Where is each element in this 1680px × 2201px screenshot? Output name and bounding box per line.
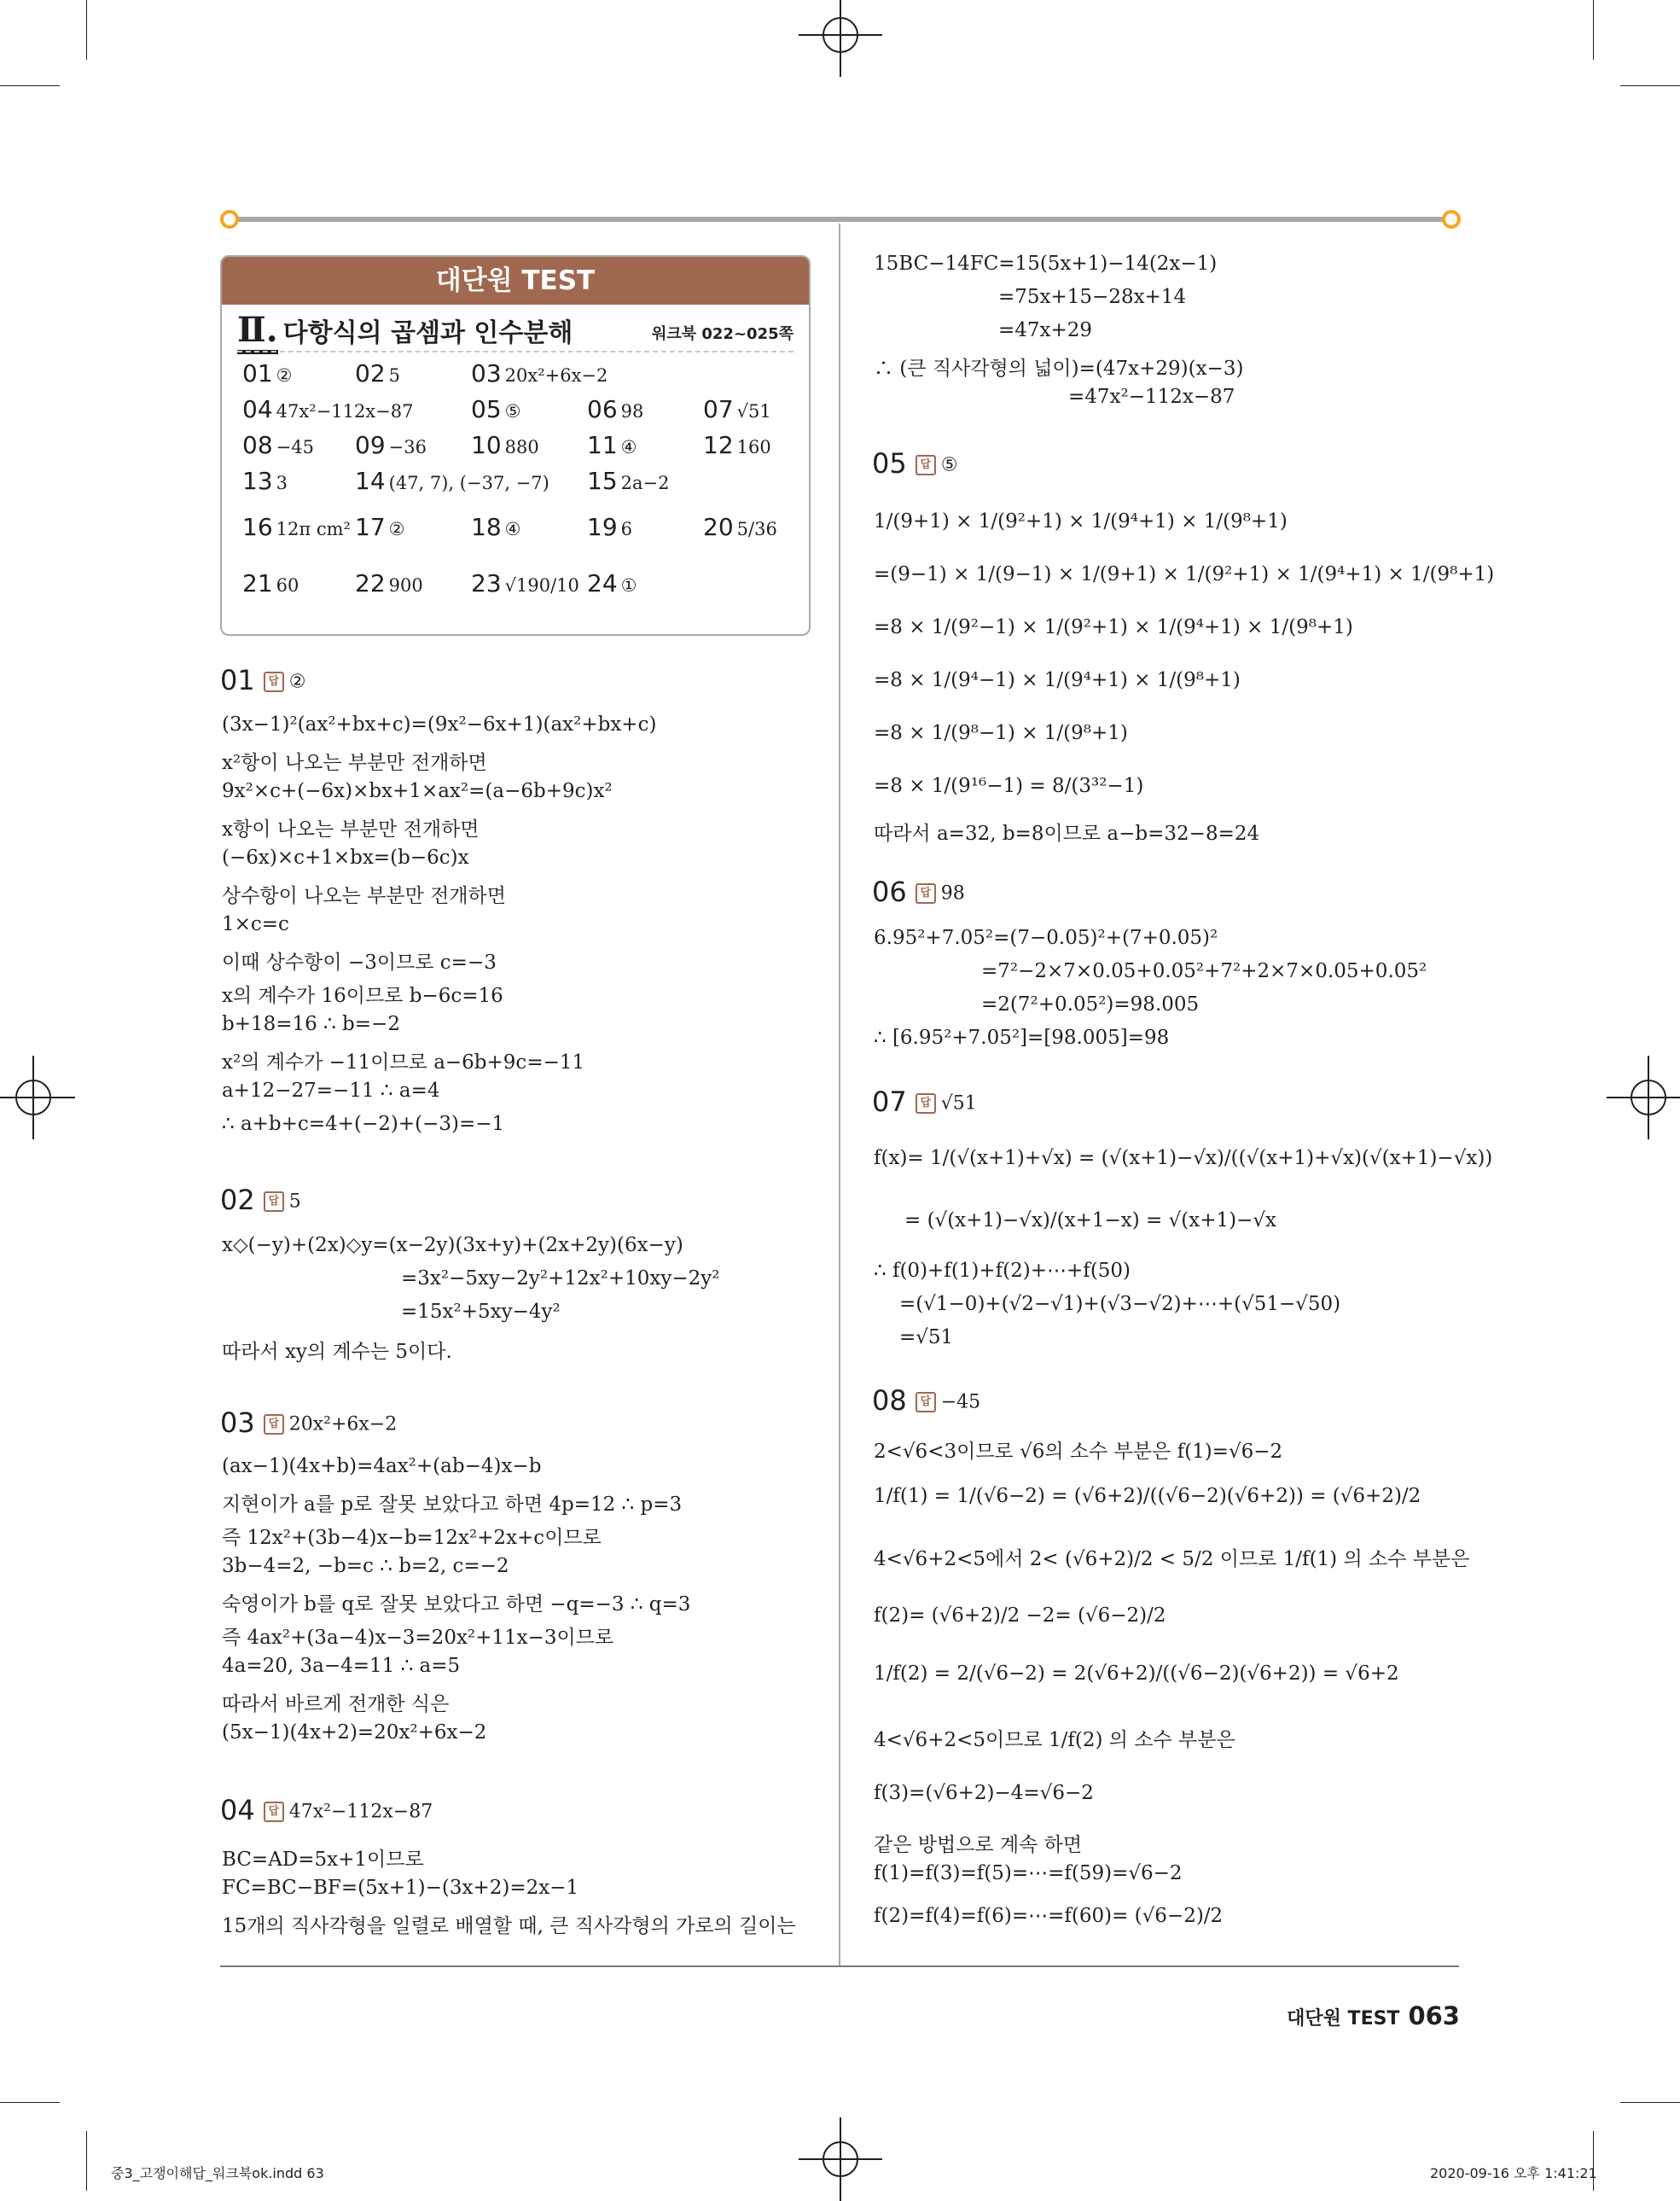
answer-item: 06 98 <box>587 395 644 423</box>
answer-item: 15 2a−2 <box>587 467 670 495</box>
solution-heading: 02 답 5 <box>220 1184 301 1216</box>
solution-heading: 04 답 47x²−112x−87 <box>220 1794 433 1826</box>
solution-line: 즉 12x²+(3b−4)x−b=12x²+2x+c이므로 <box>222 1527 602 1549</box>
column-separator <box>839 224 840 1966</box>
solution-line: 4<√6+2<5이므로 1/f(2) 의 소수 부분은 <box>874 1729 1235 1751</box>
solution-line: f(3)=(√6+2)−4=√6−2 <box>874 1782 1094 1804</box>
answer-item: 18 ④ <box>471 513 521 541</box>
solution-line: 이때 상수항이 −3이므로 c=−3 <box>222 952 497 974</box>
crop-mark <box>86 2131 87 2191</box>
answer-item: 02 5 <box>355 359 401 387</box>
solution-line: f(2)=f(4)=f(6)=⋯=f(60)= (√6−2)/2 <box>874 1905 1224 1927</box>
solution-line: 4<√6+2<5에서 2< (√6+2)/2 < 5/2 이므로 1/f(1) 의 소수 부분은 <box>874 1548 1470 1570</box>
solution-line: (−6x)×c+1×bx=(b−6c)x <box>222 847 469 869</box>
answer-item: 24 ① <box>587 569 637 597</box>
answer-item: 01 ② <box>242 359 293 387</box>
solution-line: =47x+29 <box>998 319 1093 341</box>
solution-heading: 01 답 ② <box>220 664 306 696</box>
answer-item: 14 (47, 7), (−37, −7) <box>355 467 549 495</box>
solution-line: =75x+15−28x+14 <box>998 286 1187 308</box>
solution-line: f(1)=f(3)=f(5)=⋯=f(59)=√6−2 <box>874 1862 1183 1884</box>
registration-mark <box>1631 1080 1666 1115</box>
solution-line: 15BC−14FC=15(5x+1)−14(2x−1) <box>874 253 1218 275</box>
solution-line: f(x)= 1/(√(x+1)+√x) = (√(x+1)−√x)/((√(x+1)+√x)(√(x+1)−√x)) <box>874 1147 1493 1169</box>
solution-line: = (√(x+1)−√x)/(x+1−x) = √(x+1)−√x <box>904 1209 1276 1232</box>
solution-line: =2(7²+0.05²)=98.005 <box>981 993 1200 1016</box>
solution-line: 2<√6<3이므로 √6의 소수 부분은 f(1)=√6−2 <box>874 1441 1283 1463</box>
registration-mark <box>823 2141 858 2177</box>
page-number: 063 <box>1408 2001 1460 2030</box>
solution-line: =8 × 1/(9²−1) × 1/(9²+1) × 1/(9⁴+1) × 1/(9⁸+1) <box>874 616 1353 638</box>
solution-line: (ax−1)(4x+b)=4ax²+(ab−4)x−b <box>222 1455 542 1477</box>
card-subtitle <box>237 310 573 350</box>
workbook-ref: 워크북 022~025쪽 <box>651 325 793 343</box>
answer-tag-icon: 답 <box>264 672 284 692</box>
solution-line: x의 계수가 16이므로 b−6c=16 <box>222 985 503 1007</box>
page-footer <box>1287 2001 1460 2030</box>
solution-heading: 08 답 −45 <box>872 1384 981 1417</box>
solution-line: =7²−2×7×0.05+0.05²+7²+2×7×0.05+0.05² <box>981 960 1427 982</box>
answer-item: 03 20x²+6x−2 <box>471 359 608 387</box>
top-rule <box>229 217 1449 222</box>
chapter-title: 다항식의 곱셈과 인수분해 <box>282 318 573 348</box>
card-divider <box>237 351 793 352</box>
solution-line: x²항이 나오는 부분만 전개하면 <box>222 752 487 774</box>
solution-line: (5x−1)(4x+2)=20x²+6x−2 <box>222 1721 487 1744</box>
answer-card <box>220 255 811 636</box>
solution-line: 지현이가 a를 p로 잘못 보았다고 하면 4p=12 ∴ p=3 <box>222 1494 683 1516</box>
solution-line: 4a=20, 3a−4=11 ∴ a=5 <box>222 1655 461 1677</box>
solution-line: =8 × 1/(9⁸−1) × 1/(9⁸+1) <box>874 722 1128 744</box>
solution-line: 따라서 a=32, b=8이므로 a−b=32−8=24 <box>874 823 1260 845</box>
solution-line: 같은 방법으로 계속 하면 <box>874 1834 1083 1856</box>
solution-line: 1/f(2) = 2/(√6−2) = 2(√6+2)/((√6−2)(√6+2)) = √6+2 <box>874 1662 1399 1685</box>
crop-mark <box>1620 2102 1680 2103</box>
solution-line: =47x²−112x−87 <box>1068 386 1235 408</box>
answer-item: 05 ⑤ <box>471 395 521 423</box>
crop-mark <box>1620 85 1680 86</box>
answer-item: 04 47x²−112x−87 <box>242 395 414 423</box>
solution-heading: 05 답 ⑤ <box>872 447 958 480</box>
answer-tag-icon: 답 <box>264 1802 284 1822</box>
crop-mark <box>0 2102 60 2103</box>
solution-line: 1/(9+1) × 1/(9²+1) × 1/(9⁴+1) × 1/(9⁸+1) <box>874 510 1288 533</box>
solution-line: x²의 계수가 −11이므로 a−6b+9c=−11 <box>222 1051 585 1074</box>
crop-mark <box>86 0 87 60</box>
answer-item: 07 √51 <box>703 395 771 423</box>
rule-dot-left <box>220 210 239 229</box>
solution-line: 따라서 바르게 전개한 식은 <box>222 1693 450 1715</box>
answer-tag-icon: 답 <box>264 1414 284 1435</box>
solution-line: ∴ [6.95²+7.05²]=[98.005]=98 <box>874 1027 1170 1049</box>
answer-item: 13 3 <box>242 467 288 495</box>
solution-line: =8 × 1/(9⁴−1) × 1/(9⁴+1) × 1/(9⁸+1) <box>874 669 1241 691</box>
answer-item: 19 6 <box>587 513 633 541</box>
solution-line: =3x²−5xy−2y²+12x²+10xy−2y² <box>401 1267 720 1290</box>
solution-line: 즉 4ax²+(3a−4)x−3=20x²+11x−3이므로 <box>222 1627 614 1649</box>
solution-line: ∴ (큰 직사각형의 넓이)=(47x+29)(x−3) <box>874 358 1244 380</box>
solution-line: 6.95²+7.05²=(7−0.05)²+(7+0.05)² <box>874 927 1218 949</box>
answer-tag-icon: 답 <box>916 883 936 904</box>
rule-dot-right <box>1442 210 1461 229</box>
answer-item: 21 60 <box>242 569 299 597</box>
crop-mark <box>1593 0 1594 60</box>
solution-line: 상수항이 나오는 부분만 전개하면 <box>222 885 506 907</box>
solution-line: ∴ a+b+c=4+(−2)+(−3)=−1 <box>222 1113 505 1135</box>
registration-mark <box>15 1080 51 1115</box>
answer-item: 20 5/36 <box>703 513 777 541</box>
bottom-rule <box>220 1965 1459 1967</box>
registration-mark <box>823 17 858 53</box>
solution-line: b+18=16 ∴ b=−2 <box>222 1013 400 1035</box>
solution-line: 9x²×c+(−6x)×bx+1×ax²=(a−6b+9c)x² <box>222 780 613 802</box>
solution-line: a+12−27=−11 ∴ a=4 <box>222 1080 440 1102</box>
solution-line: =15x²+5xy−4y² <box>401 1301 561 1323</box>
solution-line: =(9−1) × 1/(9−1) × 1/(9+1) × 1/(9²+1) × 1/(9⁴+1) × 1/(9⁸+1) <box>874 563 1495 585</box>
card-header: 대단원 TEST <box>222 257 809 305</box>
solution-line: 숙영이가 b를 q로 잘못 보았다고 하면 −q=−3 ∴ q=3 <box>222 1593 691 1616</box>
answer-item: 11 ④ <box>587 431 637 459</box>
answer-item: 22 900 <box>355 569 423 597</box>
answer-item: 16 12π cm² <box>242 513 351 541</box>
solution-heading: 06 답 98 <box>872 876 965 908</box>
solution-line: ∴ f(0)+f(1)+f(2)+⋯+f(50) <box>874 1260 1131 1282</box>
chapter-numeral: Ⅱ. <box>237 310 278 354</box>
answer-tag-icon: 답 <box>916 1392 936 1412</box>
answer-tag-icon: 답 <box>916 1093 936 1114</box>
solution-line: =(√1−0)+(√2−√1)+(√3−√2)+⋯+(√51−√50) <box>899 1293 1341 1315</box>
print-timestamp: 2020-09-16 오후 1:41:21 <box>1430 2165 1597 2181</box>
solution-line: x항이 나오는 부분만 전개하면 <box>222 818 480 841</box>
solution-heading: 03 답 20x²+6x−2 <box>220 1406 398 1439</box>
footer-label: 대단원 TEST <box>1287 2008 1400 2029</box>
solution-line: 3b−4=2, −b=c ∴ b=2, c=−2 <box>222 1555 509 1577</box>
solution-line: 1/f(1) = 1/(√6−2) = (√6+2)/((√6−2)(√6+2)) = (√6+2)/2 <box>874 1485 1421 1507</box>
answer-tag-icon: 답 <box>264 1191 284 1212</box>
solution-line: f(2)= (√6+2)/2 −2= (√6−2)/2 <box>874 1604 1166 1627</box>
solution-line: BC=AD=5x+1이므로 <box>222 1849 424 1871</box>
answer-tag-icon: 답 <box>916 455 936 475</box>
file-slug: 중3_고쟁이해답_워크북ok.indd 63 <box>111 2165 324 2181</box>
answer-item: 09 −36 <box>355 431 427 459</box>
solution-line: 따라서 xy의 계수는 5이다. <box>222 1341 452 1363</box>
answer-item: 23 √190/10 <box>471 569 579 597</box>
solution-line: x◇(−y)+(2x)◇y=(x−2y)(3x+y)+(2x+2y)(6x−y) <box>222 1234 683 1256</box>
crop-mark <box>0 85 60 86</box>
solution-line: =8 × 1/(9¹⁶−1) = 8/(3³²−1) <box>874 775 1144 797</box>
solution-line: (3x−1)²(ax²+bx+c)=(9x²−6x+1)(ax²+bx+c) <box>222 713 657 736</box>
answer-item: 08 −45 <box>242 431 314 459</box>
answer-item: 17 ② <box>355 513 405 541</box>
solution-line: 15개의 직사각형을 일렬로 배열할 때, 큰 직사각형의 가로의 길이는 <box>222 1915 796 1937</box>
solution-line: =√51 <box>899 1326 954 1348</box>
answer-item: 12 160 <box>703 431 771 459</box>
solution-line: 1×c=c <box>222 913 289 935</box>
answer-item: 10 880 <box>471 431 539 459</box>
solution-line: FC=BC−BF=(5x+1)−(3x+2)=2x−1 <box>222 1877 579 1899</box>
solution-heading: 07 답 √51 <box>872 1086 977 1118</box>
